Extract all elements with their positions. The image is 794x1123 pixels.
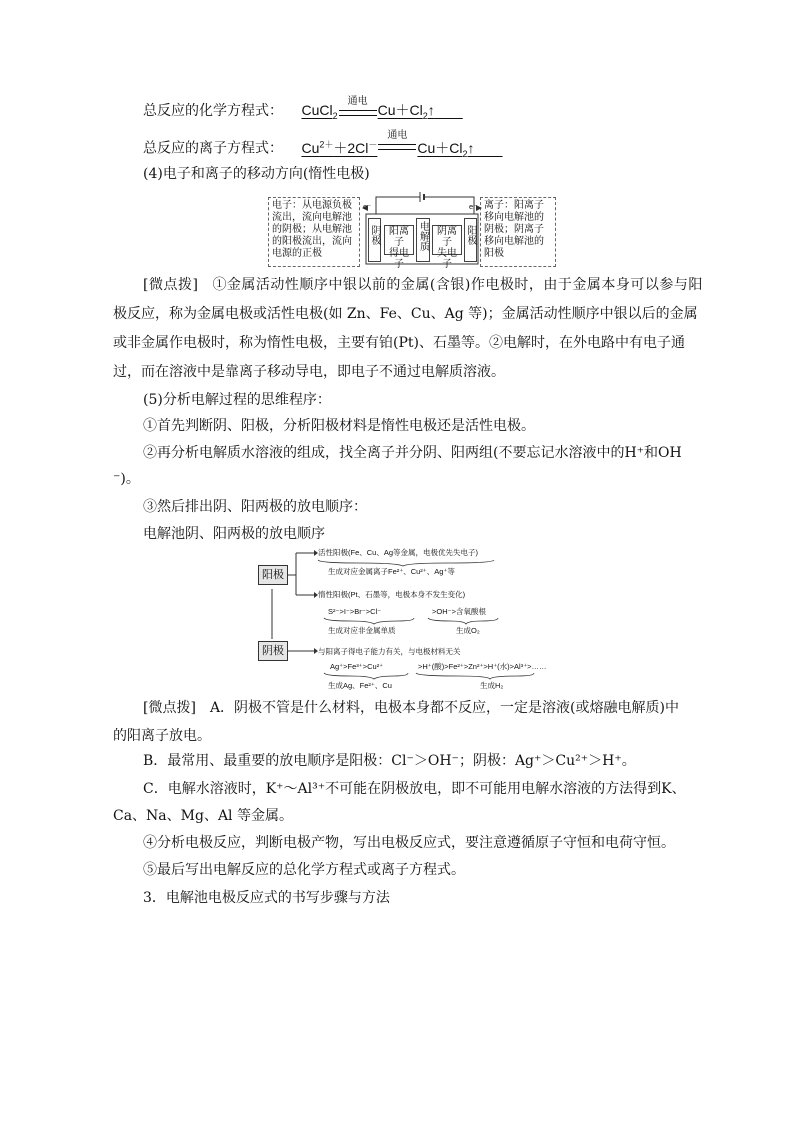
step-2-line-2: ⁻)。 — [113, 471, 140, 487]
electrolysis-sign — [338, 96, 378, 119]
reactant: ＋2Cl — [333, 139, 369, 156]
tip-tag: [微点拨] — [143, 277, 199, 293]
anion-label: 阴离子 — [437, 226, 457, 248]
discharge-order-diagram — [258, 545, 547, 693]
inert-anode-label: 惰性阳极(Pt、石墨等，电极本身不发生变化) — [318, 590, 466, 599]
equation-label: 总反应的离子方程式： — [143, 140, 283, 157]
reactant: Cu — [301, 139, 320, 156]
tip-2-line-a1 — [143, 699, 679, 717]
active-anode-result: 生成对应金属离子Fe²⁺、Cu²⁺、Ag⁺等 — [328, 567, 455, 576]
equation-label: 总反应的化学方程式： — [143, 103, 283, 119]
superscript: 2＋ — [319, 139, 334, 149]
cathode-order-1: Ag⁺>Fe³⁺>Cu²⁺ — [330, 662, 384, 671]
cathode-node: 阴极 — [258, 641, 288, 661]
anode-plate — [464, 218, 477, 262]
ionic-equation — [143, 130, 507, 162]
inert-order-1: S²⁻>I⁻>Br⁻>Cl⁻ — [328, 607, 382, 616]
anode-node: 阳极 — [258, 565, 288, 585]
tip-text: ①金属活动性顺序中银以前的金属(含银)作电极时，由于金属本身可以参与阳 — [212, 277, 703, 293]
anode-label: 阳极 — [465, 225, 476, 245]
electrolyte-label: 电解质 — [417, 221, 429, 251]
inert-order-2-result: 生成O₂ — [456, 626, 480, 635]
ion-flow-box: 离子：阳离子移向电解池的阴极；阴离子移向电解池的阳极 — [480, 197, 556, 267]
products: Cu＋Cl — [417, 139, 463, 156]
gas-arrow: ↑ — [467, 139, 475, 156]
electron-ion-diagram — [268, 192, 556, 270]
inert-order-2: >OH⁻>含氧酸根 — [432, 607, 486, 616]
cathode-label: 阴极 — [369, 225, 380, 245]
condition-label: 通电 — [347, 96, 368, 107]
cation-label: 阳离子 — [389, 226, 409, 248]
step-1: ①首先判断阴、阳极，分析阳极材料是惰性电极还是活性电极。 — [143, 418, 535, 434]
tip-2-line-b: B．最常用、最重要的放电顺序是阳极：Cl⁻＞OH⁻；阴极：Ag⁺＞Cu²⁺＞H⁺。 — [143, 753, 636, 769]
superscript: － — [368, 139, 378, 149]
discharge-order-title: 电解池阴、阳两极的放电顺序 — [143, 526, 325, 542]
cathode-order-1-result: 生成Ag、Fe²⁺、Cu — [328, 681, 392, 690]
lose-electron-label: 失电子 — [437, 248, 457, 270]
cation-migration — [384, 225, 414, 270]
electron-flow-box: 电子：从电源负极流出，流向电解池的阴极；从电解池的阳极流出，流向电源的正极 — [268, 197, 360, 267]
gain-electron-label: 得电子 — [389, 248, 409, 270]
step-5: ⑤最后写出电解反应的总化学方程式或离子方程式。 — [143, 862, 465, 878]
step-3: ③然后排出阴、阳两极的放电顺序： — [143, 499, 367, 515]
subscript: 2 — [422, 110, 428, 121]
equation-body — [287, 130, 506, 159]
section-4-heading: (4)电子和离子的移动方向(惰性电极) — [143, 166, 370, 182]
chemical-equation — [143, 96, 467, 125]
active-anode-label: 活性阳极(Fe、Cu、Ag等金属，电极优先失电子) — [318, 548, 479, 557]
electrolyte — [416, 218, 430, 262]
tip-2-line-c1: C．电解水溶液时，K⁺～Al³⁺不可能在阴极放电，即不可能用电解水溶液的方法得到K、 — [143, 781, 686, 797]
step-2-line-1: ②再分析电解质水溶液的组成，找全离子并分阴、阳两组(不要忘记水溶液中的H⁺和OH — [143, 445, 682, 461]
cathode-rule: 与阳离子得电子能力有关，与电极材料无关 — [318, 647, 461, 656]
electrolysis-sign — [377, 130, 417, 153]
gas-arrow: ↑ — [427, 102, 435, 118]
tip-tag: [微点拨] — [143, 700, 196, 716]
tip-1-line-2: 极反应，称为金属电极或活性电极(如 Zn、Fe、Cu、Ag 等)；金属活动性顺序中银以后的金属 — [113, 306, 698, 322]
tip-1-line-3: 或非金属作电极时，称为惰性电极，主要有铂(Pt)、石墨等。②电解时，在外电路中有电子通 — [113, 335, 685, 351]
condition-label: 通电 — [387, 130, 408, 141]
tip-1-line-1 — [143, 276, 703, 294]
section-5-heading: (5)分析电解过程的思维程序： — [143, 392, 331, 408]
electron-label-left: e⁻ — [363, 202, 372, 211]
step-4: ④分析电极反应，判断电极产物，写出电极反应式，要注意遵循原子守恒和电荷守恒。 — [143, 835, 675, 851]
cathode-order-2-result: 生成H₂ — [480, 681, 504, 690]
subscript: 2 — [332, 110, 338, 121]
anion-migration — [432, 225, 462, 270]
electron-label-right: e⁻ — [469, 202, 478, 211]
cathode-order-2: >H⁺(酸)>Fe²⁺>Zn²⁺>H⁺(水)>Al³⁺>…… — [418, 662, 547, 671]
products: Cu＋Cl — [377, 102, 423, 118]
tip-2-line-a2: 的阳离子放电。 — [113, 728, 211, 744]
cathode-plate — [368, 218, 381, 262]
tip-text: A．阴极不管是什么材料，电极本身都不反应，一定是溶液(或熔融电解质)中 — [209, 700, 679, 716]
reactant: CuCl — [301, 102, 333, 118]
subscript: 2 — [462, 148, 468, 159]
section-3-heading: 3．电解池电极反应式的书写步骤与方法 — [143, 890, 390, 906]
tip-1-line-4: 过，而在溶液中是靠离子移动导电，即电子不通过电解质溶液。 — [113, 364, 505, 380]
inert-order-1-result: 生成对应非金属单质 — [328, 626, 396, 635]
tip-2-line-c2: Ca、Na、Mg、Al 等金属。 — [113, 808, 293, 824]
equation-body — [287, 96, 466, 121]
